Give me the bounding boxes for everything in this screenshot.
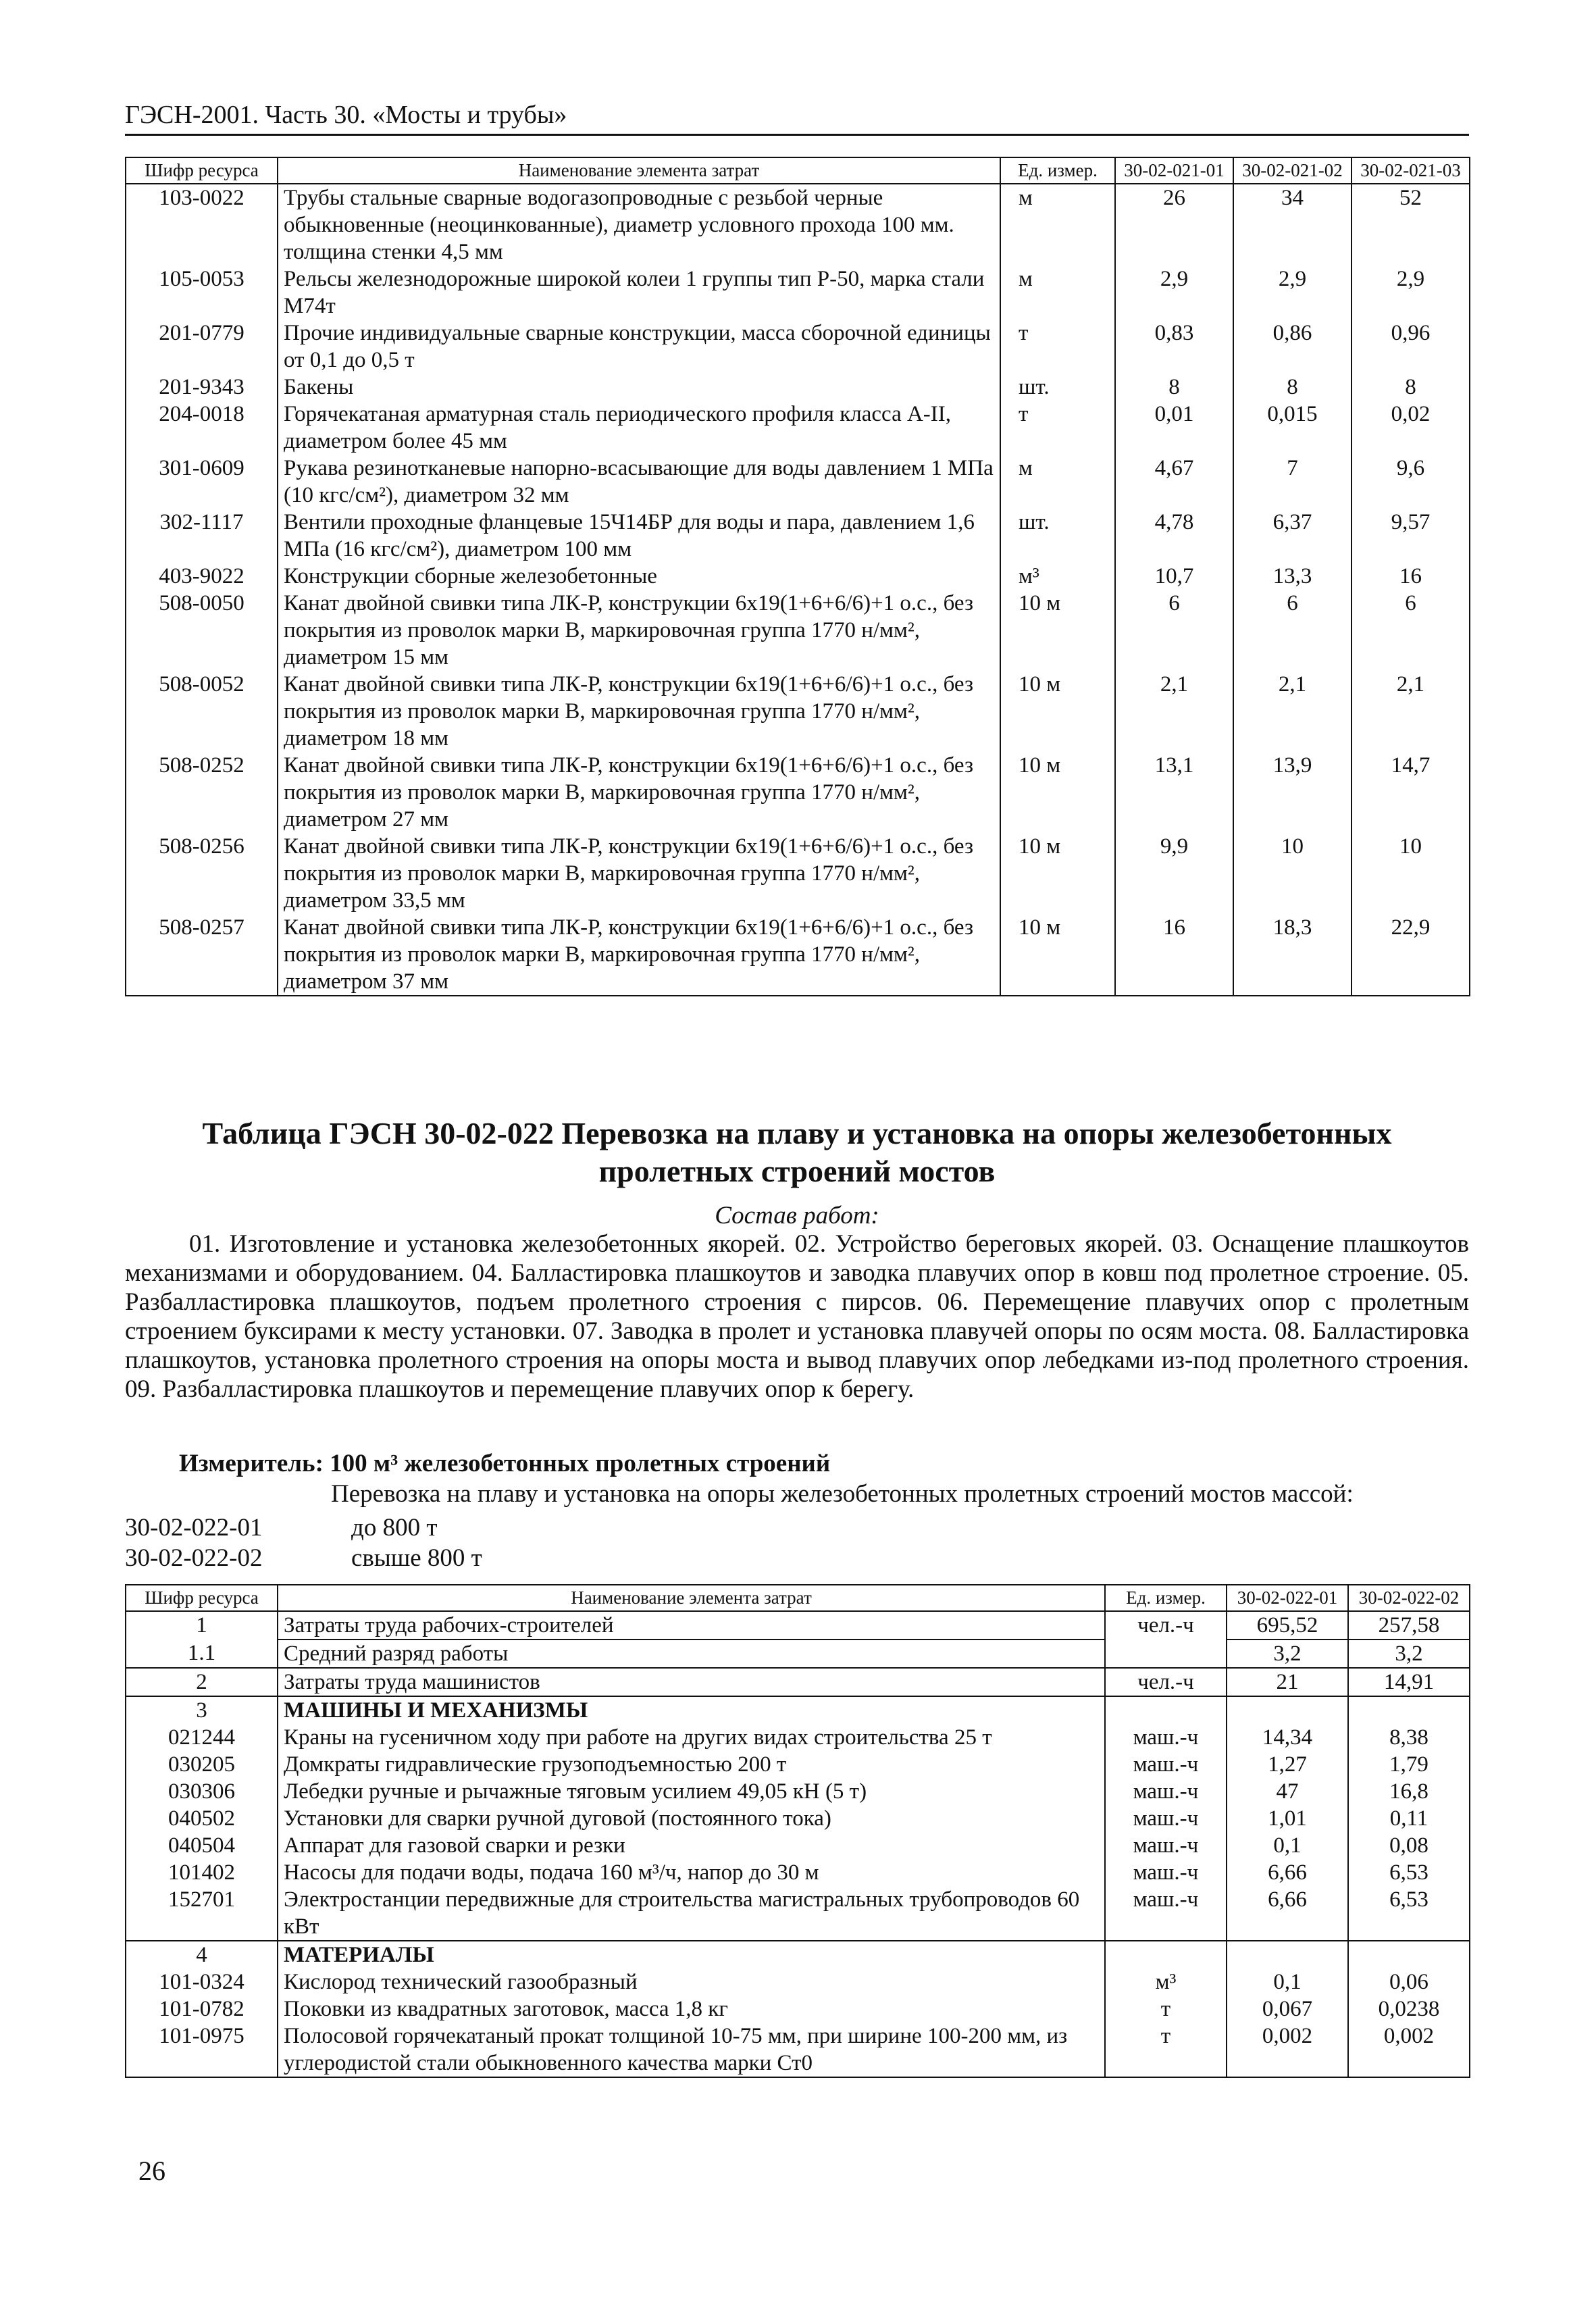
norm-value-3: 0,96	[1352, 320, 1470, 374]
resource-name: Лебедки ручные и рычажные тяговым усилием 49,05 кН (5 т)	[278, 1778, 1105, 1805]
norm-value-1: 0,01	[1115, 401, 1233, 455]
resource-name: Установки для сварки ручной дуговой (постоянного тока)	[278, 1805, 1105, 1832]
resource-code: 201-9343	[126, 374, 278, 401]
norm-value-1: 0,83	[1115, 320, 1233, 374]
work-composition-text: 01. Изготовление и установка железобетонных якорей. 02. Устройство береговых якорей. 03. Оснащение плашкоутов механизмами и оборудованием. 04. Балластировка плашкоутов и заводка плавучих опор в ковш под пролетное строение. 05. Разбалластировка плашкоутов, подъем пролетного строения с пирсов. 06. Перемещение плавучих опор с пролетным строением буксирами к месту установки. 07. Заводка в пролет и установка плавучей опоры по осям моста. 08. Балластировка плашкоутов, установка пролетного строения на опоры моста и вывод плавучих опор лебедками из-под пролетного строения. 09. Разбалластировка плашкоутов и перемещение плавучих опор к берегу.	[125, 1230, 1469, 1403]
resource-unit: маш.-ч	[1105, 1859, 1227, 1886]
resource-code: 1.1	[126, 1640, 278, 1668]
norm-value-2: 6	[1233, 590, 1352, 671]
resource-name: Затраты труда рабочих-строителей	[278, 1611, 1105, 1640]
resource-name: Канат двойной свивки типа ЛК-Р, конструкции 6х19(1+6+6/6)+1 о.с., без покрытия из проволок марки В, маркировочная группа 1770 н/мм², диаметром 15 мм	[278, 590, 1000, 671]
resource-unit: 10 м	[1000, 914, 1115, 996]
table-title: Таблица ГЭСН 30-02-022 Перевозка на плаву и установка на опоры железобетонных пролетных строений мостов	[202, 1116, 1392, 1188]
norm-value-3: 9,57	[1352, 509, 1470, 563]
column-header-code: Шифр ресурса	[126, 1585, 278, 1611]
norm-value-1: 3,2	[1227, 1640, 1348, 1668]
resource-name: МАШИНЫ И МЕХАНИЗМЫ	[278, 1696, 1105, 1724]
norm-variant-text: до 800 т	[351, 1514, 438, 1542]
work-composition-heading: Состав работ:	[715, 1202, 879, 1229]
resource-name: Горячекатаная арматурная сталь периодического профиля класса А-II, диаметром более 45 мм	[278, 401, 1000, 455]
table-row	[126, 1859, 1470, 1886]
resource-name: Краны на гусеничном ходу при работе на других видах строительства 25 т	[278, 1724, 1105, 1751]
resource-code: 201-0779	[126, 320, 278, 374]
resource-unit: м	[1000, 455, 1115, 509]
norm-value-1: 14,34	[1227, 1724, 1348, 1751]
resource-name: Прочие индивидуальные сварные конструкции, масса сборочной единицы от 0,1 до 0,5 т	[278, 320, 1000, 374]
resource-code: 508-0257	[126, 914, 278, 996]
norm-value-2: 6,53	[1348, 1886, 1470, 1941]
norm-value-2: 0,06	[1348, 1968, 1470, 1996]
norm-value-3: 6	[1352, 590, 1470, 671]
resource-code: 1	[126, 1611, 278, 1640]
resource-name: Домкраты гидравлические грузоподъемностью 200 т	[278, 1751, 1105, 1778]
table-row	[126, 914, 1470, 996]
resource-code: 204-0018	[126, 401, 278, 455]
norm-value-1: 8	[1115, 374, 1233, 401]
resource-name: Канат двойной свивки типа ЛК-Р, конструкции 6х19(1+6+6/6)+1 о.с., без покрытия из проволок марки В, маркировочная группа 1770 н/мм², диаметром 37 мм	[278, 914, 1000, 996]
norm-value-2	[1348, 1696, 1470, 1724]
resource-code: 021244	[126, 1724, 278, 1751]
table-row	[126, 1886, 1470, 1941]
measure-unit: Измеритель: 100 м³ железобетонных пролетных строений	[179, 1450, 831, 1477]
table-row	[126, 1751, 1470, 1778]
resource-name: Поковки из квадратных заготовок, масса 1,8 кг	[278, 1996, 1105, 2023]
norm-value-2: 8,38	[1348, 1724, 1470, 1751]
resource-name: Полосовой горячекатаный прокат толщиной 10-75 мм, при ширине 100-200 мм, из углеродистой стали обыкновенного качества марки Ст0	[278, 2023, 1105, 2077]
norm-value-1: 4,67	[1115, 455, 1233, 509]
norm-value-3: 14,7	[1352, 752, 1470, 833]
resource-unit: т	[1105, 1996, 1227, 2023]
table-row	[126, 401, 1470, 455]
resource-code: 101-0782	[126, 1996, 278, 2023]
resource-name: Бакены	[278, 374, 1000, 401]
norm-value-2: 6,53	[1348, 1859, 1470, 1886]
resource-unit: маш.-ч	[1105, 1805, 1227, 1832]
norm-value-1: 0,1	[1227, 1968, 1348, 1996]
resource-code: 508-0050	[126, 590, 278, 671]
resource-unit: чел.-ч	[1105, 1611, 1227, 1640]
table-row	[126, 1941, 1470, 1968]
table-row	[126, 2023, 1470, 2077]
column-header-code: Шифр ресурса	[126, 157, 278, 184]
page-number: 26	[138, 2156, 165, 2186]
table-row	[126, 374, 1470, 401]
table-row	[126, 563, 1470, 590]
norm-value-2: 1,79	[1348, 1751, 1470, 1778]
table-row	[126, 1668, 1470, 1696]
resource-code: 3	[126, 1696, 278, 1724]
resource-name: Вентили проходные фланцевые 15Ч14БР для воды и пара, давлением 1,6 МПа (16 кгс/см²), диаметром 100 мм	[278, 509, 1000, 563]
table-row	[126, 671, 1470, 752]
resource-name: Канат двойной свивки типа ЛК-Р, конструкции 6х19(1+6+6/6)+1 о.с., без покрытия из проволок марки В, маркировочная группа 1770 н/мм², диаметром 27 мм	[278, 752, 1000, 833]
resource-unit: 10 м	[1000, 752, 1115, 833]
resource-name: Насосы для подачи воды, подача 160 м³/ч, напор до 30 м	[278, 1859, 1105, 1886]
table-row	[126, 265, 1470, 320]
resource-code: 508-0052	[126, 671, 278, 752]
resource-name: Трубы стальные сварные водогазопроводные с резьбой черные обыкновенные (неоцинкованные), диаметр условного прохода 100 мм. толщина стенки 4,5 мм	[278, 184, 1000, 265]
resource-unit	[1105, 1696, 1227, 1724]
resource-code: 101-0324	[126, 1968, 278, 1996]
resource-name: Конструкции сборные железобетонные	[278, 563, 1000, 590]
resource-unit: маш.-ч	[1105, 1886, 1227, 1941]
table-row	[126, 1724, 1470, 1751]
norm-value-2: 13,9	[1233, 752, 1352, 833]
resource-code: 508-0252	[126, 752, 278, 833]
table-row	[126, 1611, 1470, 1640]
table-row	[126, 509, 1470, 563]
norm-value-3: 2,9	[1352, 265, 1470, 320]
norm-value-1: 16	[1115, 914, 1233, 996]
norm-value-1: 0,067	[1227, 1996, 1348, 2023]
table-row	[126, 752, 1470, 833]
resource-name: Электростанции передвижные для строительства магистральных трубопроводов 60 кВт	[278, 1886, 1105, 1941]
column-header-norm-1: 30-02-022-01	[1227, 1585, 1348, 1611]
resource-code: 2	[126, 1668, 278, 1696]
resource-code: 101402	[126, 1859, 278, 1886]
norm-value-3: 16	[1352, 563, 1470, 590]
norm-value-2: 8	[1233, 374, 1352, 401]
norm-value-3: 9,6	[1352, 455, 1470, 509]
norm-value-2: 0,86	[1233, 320, 1352, 374]
resource-unit: м	[1000, 184, 1115, 265]
norm-value-1: 4,78	[1115, 509, 1233, 563]
resource-unit: чел.-ч	[1105, 1668, 1227, 1696]
norm-value-2: 18,3	[1233, 914, 1352, 996]
resource-unit: 10 м	[1000, 671, 1115, 752]
resource-code: 301-0609	[126, 455, 278, 509]
resource-code: 105-0053	[126, 265, 278, 320]
norm-value-1	[1227, 1941, 1348, 1968]
resource-unit: м	[1000, 265, 1115, 320]
resource-name: Затраты труда машинистов	[278, 1668, 1105, 1696]
resource-unit: маш.-ч	[1105, 1832, 1227, 1859]
table-row	[126, 1778, 1470, 1805]
norm-variant	[125, 1544, 482, 1573]
column-header-norm-2: 30-02-021-02	[1233, 157, 1352, 184]
norm-variant	[125, 1513, 438, 1542]
norm-value-2: 0,015	[1233, 401, 1352, 455]
norm-value-2: 10	[1233, 833, 1352, 914]
norm-value-1: 6,66	[1227, 1886, 1348, 1941]
resource-name: Канат двойной свивки типа ЛК-Р, конструкции 6х19(1+6+6/6)+1 о.с., без покрытия из проволок марки В, маркировочная группа 1770 н/мм², диаметром 33,5 мм	[278, 833, 1000, 914]
norm-value-2: 7	[1233, 455, 1352, 509]
norm-value-2: 0,0238	[1348, 1996, 1470, 2023]
resource-unit: т	[1000, 401, 1115, 455]
resource-name: Рельсы железнодорожные широкой колеи 1 группы тип Р-50, марка стали М74т	[278, 265, 1000, 320]
resource-unit	[1105, 1941, 1227, 1968]
norm-value-2: 13,3	[1233, 563, 1352, 590]
norm-value-2: 0,11	[1348, 1805, 1470, 1832]
table-row	[126, 320, 1470, 374]
resource-unit: 10 м	[1000, 590, 1115, 671]
norm-value-2: 6,37	[1233, 509, 1352, 563]
norm-value-2	[1348, 1941, 1470, 1968]
norm-value-1: 13,1	[1115, 752, 1233, 833]
norm-value-3: 52	[1352, 184, 1470, 265]
norm-value-2: 2,1	[1233, 671, 1352, 752]
resource-unit: м³	[1000, 563, 1115, 590]
norm-value-3: 8	[1352, 374, 1470, 401]
resource-table-021	[125, 157, 1470, 996]
norm-variant-code: 30-02-022-01	[125, 1514, 263, 1542]
resource-unit	[1105, 1640, 1227, 1668]
norm-value-1: 2,1	[1115, 671, 1233, 752]
norm-value-1	[1227, 1696, 1348, 1724]
resource-code: 030205	[126, 1751, 278, 1778]
norm-value-1: 6	[1115, 590, 1233, 671]
resource-code: 040502	[126, 1805, 278, 1832]
resource-code: 403-9022	[126, 563, 278, 590]
resource-unit: шт.	[1000, 374, 1115, 401]
norm-value-1: 2,9	[1115, 265, 1233, 320]
norm-value-2: 34	[1233, 184, 1352, 265]
norm-value-2: 257,58	[1348, 1611, 1470, 1640]
table-row	[126, 833, 1470, 914]
resource-unit: 10 м	[1000, 833, 1115, 914]
resource-unit: маш.-ч	[1105, 1724, 1227, 1751]
resource-name: Канат двойной свивки типа ЛК-Р, конструкции 6х19(1+6+6/6)+1 о.с., без покрытия из проволок марки В, маркировочная группа 1770 н/мм², диаметром 18 мм	[278, 671, 1000, 752]
table-row	[126, 1968, 1470, 1996]
norm-value-1: 47	[1227, 1778, 1348, 1805]
table-row	[126, 1805, 1470, 1832]
resource-code: 103-0022	[126, 184, 278, 265]
norm-value-2: 0,08	[1348, 1832, 1470, 1859]
table-header-row	[126, 1585, 1470, 1611]
norm-variant-code: 30-02-022-02	[125, 1544, 263, 1572]
column-header-name: Наименование элемента затрат	[278, 1585, 1105, 1611]
resource-code: 508-0256	[126, 833, 278, 914]
resource-code: 152701	[126, 1886, 278, 1941]
norm-description: Перевозка на плаву и установка на опоры железобетонных пролетных строений мостов массой:	[331, 1480, 1354, 1508]
table-row	[126, 455, 1470, 509]
table-row	[126, 1696, 1470, 1724]
norm-value-2: 0,002	[1348, 2023, 1470, 2077]
norm-value-2: 2,9	[1233, 265, 1352, 320]
resource-name: Рукава резинотканевые напорно-всасывающие для воды давлением 1 МПа (10 кгс/см²), диаметром 32 мм	[278, 455, 1000, 509]
page-header: ГЭСН-2001. Часть 30. «Мосты и трубы»	[125, 100, 1469, 136]
norm-value-3: 10	[1352, 833, 1470, 914]
resource-code: 030306	[126, 1778, 278, 1805]
norm-value-1: 6,66	[1227, 1859, 1348, 1886]
column-header-norm-1: 30-02-021-01	[1115, 157, 1233, 184]
norm-value-1: 0,1	[1227, 1832, 1348, 1859]
table-row	[126, 590, 1470, 671]
column-header-unit: Ед. измер.	[1000, 157, 1115, 184]
resource-table-022	[125, 1584, 1470, 2078]
resource-unit: шт.	[1000, 509, 1115, 563]
resource-name: МАТЕРИАЛЫ	[278, 1941, 1105, 1968]
norm-value-3: 0,02	[1352, 401, 1470, 455]
table-header-row	[126, 157, 1470, 184]
resource-unit: м³	[1105, 1968, 1227, 1996]
norm-value-2: 3,2	[1348, 1640, 1470, 1668]
norm-value-1: 21	[1227, 1668, 1348, 1696]
norm-value-1: 1,27	[1227, 1751, 1348, 1778]
resource-code: 101-0975	[126, 2023, 278, 2077]
norm-value-3: 22,9	[1352, 914, 1470, 996]
norm-value-3: 2,1	[1352, 671, 1470, 752]
column-header-name: Наименование элемента затрат	[278, 157, 1000, 184]
norm-value-1: 9,9	[1115, 833, 1233, 914]
table-row	[126, 1996, 1470, 2023]
resource-unit: т	[1105, 2023, 1227, 2077]
column-header-norm-3: 30-02-021-03	[1352, 157, 1470, 184]
table-row	[126, 1832, 1470, 1859]
column-header-norm-2: 30-02-022-02	[1348, 1585, 1470, 1611]
column-header-unit: Ед. измер.	[1105, 1585, 1227, 1611]
norm-value-1: 26	[1115, 184, 1233, 265]
resource-name: Кислород технический газообразный	[278, 1968, 1105, 1996]
resource-unit: маш.-ч	[1105, 1778, 1227, 1805]
resource-code: 040504	[126, 1832, 278, 1859]
norm-value-1: 10,7	[1115, 563, 1233, 590]
norm-value-2: 16,8	[1348, 1778, 1470, 1805]
resource-name: Аппарат для газовой сварки и резки	[278, 1832, 1105, 1859]
norm-value-1: 0,002	[1227, 2023, 1348, 2077]
table-row	[126, 1640, 1470, 1668]
resource-code: 302-1117	[126, 509, 278, 563]
norm-value-1: 695,52	[1227, 1611, 1348, 1640]
norm-variant-text: свыше 800 т	[351, 1544, 482, 1572]
norm-value-1: 1,01	[1227, 1805, 1348, 1832]
resource-name: Средний разряд работы	[278, 1640, 1105, 1668]
norm-value-2: 14,91	[1348, 1668, 1470, 1696]
resource-code: 4	[126, 1941, 278, 1968]
resource-unit: маш.-ч	[1105, 1751, 1227, 1778]
resource-unit: т	[1000, 320, 1115, 374]
table-row	[126, 184, 1470, 265]
